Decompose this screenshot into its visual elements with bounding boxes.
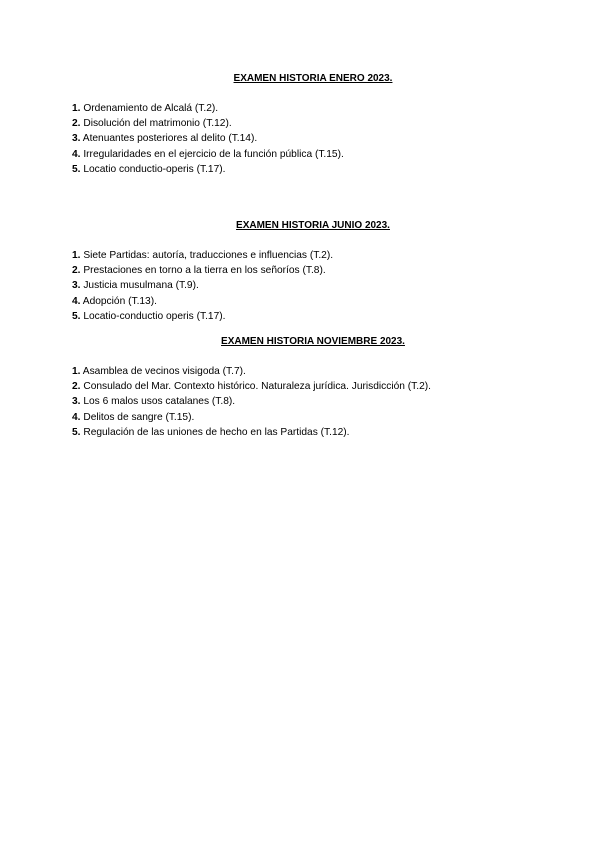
list-item bbox=[72, 162, 542, 177]
exam-section-enero bbox=[72, 72, 542, 177]
item-number: 5. bbox=[72, 426, 81, 438]
list-item bbox=[72, 394, 542, 409]
list-item bbox=[72, 248, 542, 263]
list-item bbox=[72, 147, 542, 162]
item-text: Justicia musulmana (T.9). bbox=[80, 280, 199, 292]
item-number: 1. bbox=[72, 250, 81, 261]
item-text: Adopción (T.13). bbox=[80, 295, 157, 307]
list-item bbox=[72, 278, 542, 293]
item-number: 2. bbox=[72, 381, 81, 393]
exam-section-junio bbox=[72, 219, 542, 324]
item-text: Consulado del Mar. Contexto histórico. Naturaleza jurídica. Jurisdicción (T.2). bbox=[80, 381, 431, 393]
item-text: Siete Partidas: autoría, traducciones e influencias (T.2). bbox=[80, 250, 334, 261]
item-number: 2. bbox=[72, 118, 81, 130]
list-item bbox=[72, 116, 542, 131]
item-text: Irregularidades en el ejercicio de la función pública (T.15). bbox=[80, 148, 344, 160]
item-number: 1. bbox=[72, 366, 81, 377]
list-item bbox=[72, 101, 542, 116]
item-text: Atenuantes posteriores al delito (T.14). bbox=[80, 133, 258, 145]
item-text: Regulación de las uniones de hecho en las Partidas (T.12). bbox=[80, 426, 350, 438]
item-number: 2. bbox=[72, 265, 81, 277]
item-number: 1. bbox=[72, 103, 81, 114]
item-number: 4. bbox=[72, 148, 81, 160]
item-text: Locatio conductio-operis (T.17). bbox=[80, 163, 226, 175]
list-item bbox=[72, 131, 542, 146]
item-text: Ordenamiento de Alcalá (T.2). bbox=[80, 103, 219, 114]
item-text: Prestaciones en torno a la tierra en los señoríos (T.8). bbox=[80, 265, 326, 277]
section-title: EXAMEN HISTORIA ENERO 2023. bbox=[233, 73, 393, 84]
item-number: 3. bbox=[72, 133, 81, 145]
list-item bbox=[72, 309, 542, 324]
item-text: Delitos de sangre (T.15). bbox=[80, 411, 195, 423]
item-number: 4. bbox=[72, 295, 81, 307]
item-text: Asamblea de vecinos visigoda (T.7). bbox=[80, 366, 246, 377]
item-number: 4. bbox=[72, 411, 81, 423]
item-text: Locatio-conductio operis (T.17). bbox=[80, 310, 226, 322]
list-item bbox=[72, 294, 542, 309]
item-text: Disolución del matrimonio (T.12). bbox=[80, 118, 232, 130]
item-number: 5. bbox=[72, 163, 81, 175]
list-item bbox=[72, 425, 542, 440]
list-item bbox=[72, 364, 542, 379]
item-text: Los 6 malos usos catalanes (T.8). bbox=[80, 396, 236, 408]
list-item bbox=[72, 379, 542, 394]
list-item bbox=[72, 263, 542, 278]
section-title: EXAMEN HISTORIA JUNIO 2023. bbox=[236, 220, 390, 231]
item-number: 3. bbox=[72, 280, 81, 292]
item-number: 5. bbox=[72, 310, 81, 322]
item-number: 3. bbox=[72, 396, 81, 408]
exam-section-noviembre bbox=[72, 335, 542, 440]
section-title: EXAMEN HISTORIA NOVIEMBRE 2023. bbox=[221, 336, 405, 347]
list-item bbox=[72, 410, 542, 425]
